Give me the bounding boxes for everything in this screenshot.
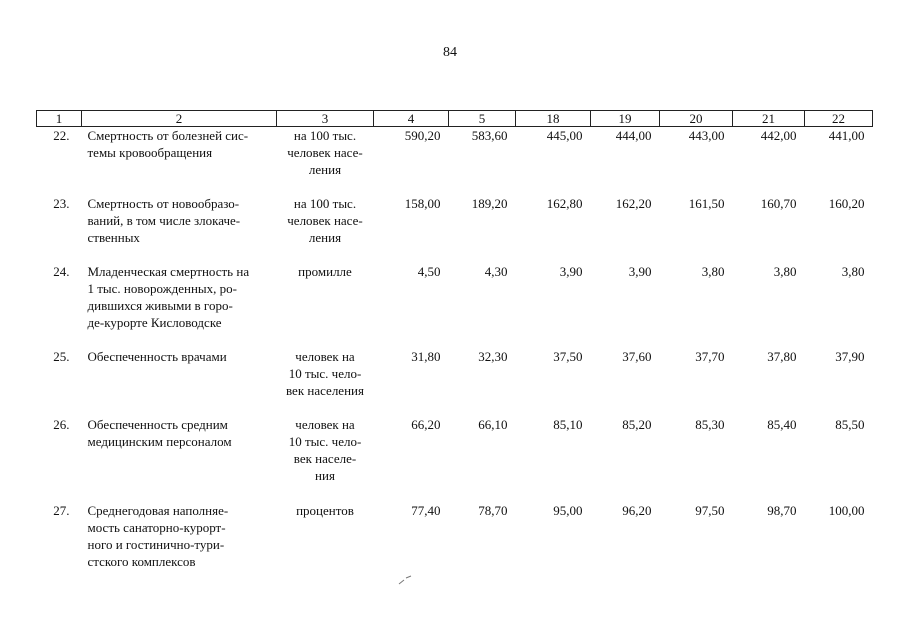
unit-line: человек насе-	[287, 145, 363, 160]
unit-line: век населе-	[293, 451, 357, 466]
indicator-name	[82, 416, 277, 502]
value-cell: 85,40	[767, 417, 797, 432]
value-cell: 97,50	[695, 503, 725, 518]
indicator-name-line: де-курорте Кисловодске	[87, 315, 222, 330]
table-row	[37, 195, 873, 263]
unit	[277, 127, 374, 196]
value-cell: 85,20	[622, 417, 652, 432]
value-cell: 3,80	[701, 264, 725, 279]
value-cell: 162,80	[546, 196, 583, 211]
value-cell: 590,20	[404, 128, 441, 143]
value-cell: 98,70	[767, 503, 797, 518]
unit	[277, 263, 374, 348]
unit-line: 10 тыс. чело-	[288, 366, 362, 381]
indicators-table	[36, 110, 873, 572]
indicator-name	[82, 195, 277, 263]
column-header-19: 19	[591, 111, 660, 127]
value-cell: 37,70	[695, 349, 725, 364]
value-cell: 189,20	[471, 196, 508, 211]
indicator-name-line: Среднегодовая наполняе-	[87, 503, 229, 518]
indicator-name-line: ного и гостинично-тури-	[87, 537, 225, 552]
indicator-name-line: медицинским персоналом	[87, 434, 232, 449]
indicator-name-line: мость санаторно-курорт-	[87, 520, 226, 535]
table-row	[37, 416, 873, 502]
value-cell: 31,80	[411, 349, 441, 364]
unit-line: человек на	[295, 349, 355, 364]
value-cell: 441,00	[828, 128, 865, 143]
value-cell: 161,50	[688, 196, 725, 211]
indicator-name-line: 1 тыс. новорожденных, ро-	[87, 281, 237, 296]
value-cell: 85,50	[835, 417, 865, 432]
indicator-name-line: темы кровообращения	[87, 145, 213, 160]
value-cell: 3,90	[628, 264, 652, 279]
value-cell: 95,00	[553, 503, 583, 518]
table-row	[37, 127, 873, 196]
value-cell: 442,00	[760, 128, 797, 143]
value-cell: 78,70	[478, 503, 508, 518]
indicator-name-line: дившихся живыми в горо-	[87, 298, 233, 313]
value-cell: 37,50	[553, 349, 583, 364]
unit-line: ния	[315, 468, 335, 483]
column-header-1: 1	[37, 111, 82, 127]
unit-line: промилле	[298, 264, 352, 279]
indicator-name-line: Обеспеченность врачами	[87, 349, 227, 364]
column-header-21: 21	[733, 111, 805, 127]
indicator-name-line: Смертность от болезней сис-	[87, 128, 249, 143]
unit-line: на 100 тыс.	[293, 128, 357, 143]
indicator-name	[82, 263, 277, 348]
value-cell: 37,80	[767, 349, 797, 364]
unit-line: ления	[308, 230, 342, 245]
value-cell: 100,00	[828, 503, 865, 518]
page-number: 84	[443, 45, 457, 60]
column-header-5: 5	[449, 111, 516, 127]
value-cell: 160,70	[760, 196, 797, 211]
value-cell: 444,00	[615, 128, 652, 143]
value-cell: 158,00	[404, 196, 441, 211]
value-cell: 583,60	[471, 128, 508, 143]
value-cell: 66,20	[411, 417, 441, 432]
row-index: 26.	[53, 417, 70, 432]
indicator-name	[82, 127, 277, 196]
indicator-name-line: стского комплексов	[87, 554, 196, 569]
value-cell: 4,50	[417, 264, 441, 279]
value-cell: 32,30	[478, 349, 508, 364]
value-cell: 162,20	[615, 196, 652, 211]
unit-line: век населения	[286, 383, 364, 398]
indicator-name	[82, 348, 277, 416]
indicator-name-line: ваний, в том числе злокаче-	[87, 213, 241, 228]
unit-line: процентов	[296, 503, 354, 518]
value-cell: 445,00	[546, 128, 583, 143]
unit-line: человек на	[295, 417, 355, 432]
unit-line: 10 тыс. чело-	[288, 434, 362, 449]
value-cell: 3,80	[773, 264, 797, 279]
value-cell: 3,80	[841, 264, 865, 279]
column-header-3: 3	[277, 111, 374, 127]
indicator-name-line: Младенческая смертность на	[87, 264, 250, 279]
stray-pen-mark	[398, 575, 412, 585]
unit	[277, 416, 374, 502]
value-cell: 85,10	[553, 417, 583, 432]
column-header-20: 20	[660, 111, 733, 127]
value-cell: 96,20	[622, 503, 652, 518]
row-index: 22.	[53, 128, 70, 143]
row-index: 23.	[53, 196, 70, 211]
unit	[277, 502, 374, 572]
table-body	[37, 127, 873, 573]
indicator-name-line: Обеспеченность средним	[87, 417, 228, 432]
unit-line: ления	[308, 162, 342, 177]
table-header	[37, 111, 873, 127]
row-index: 25.	[53, 349, 70, 364]
row-index: 27.	[53, 503, 70, 518]
indicator-name-line: Смертность от новообразо-	[87, 196, 240, 211]
table-row	[37, 502, 873, 572]
value-cell: 37,90	[835, 349, 865, 364]
value-cell: 160,20	[828, 196, 865, 211]
table-row	[37, 348, 873, 416]
value-cell: 4,30	[484, 264, 508, 279]
column-header-22: 22	[805, 111, 873, 127]
value-cell: 3,90	[559, 264, 583, 279]
value-cell: 85,30	[695, 417, 725, 432]
column-header-18: 18	[516, 111, 591, 127]
unit	[277, 348, 374, 416]
unit-line: на 100 тыс.	[293, 196, 357, 211]
value-cell: 77,40	[411, 503, 441, 518]
value-cell: 37,60	[622, 349, 652, 364]
column-header-4: 4	[374, 111, 449, 127]
table-row	[37, 263, 873, 348]
indicator-name	[82, 502, 277, 572]
value-cell: 443,00	[688, 128, 725, 143]
header-row	[37, 111, 873, 127]
indicator-name-line: ственных	[87, 230, 140, 245]
unit-line: человек насе-	[287, 213, 363, 228]
column-header-2: 2	[82, 111, 277, 127]
value-cell: 66,10	[478, 417, 508, 432]
unit	[277, 195, 374, 263]
row-index: 24.	[53, 264, 70, 279]
